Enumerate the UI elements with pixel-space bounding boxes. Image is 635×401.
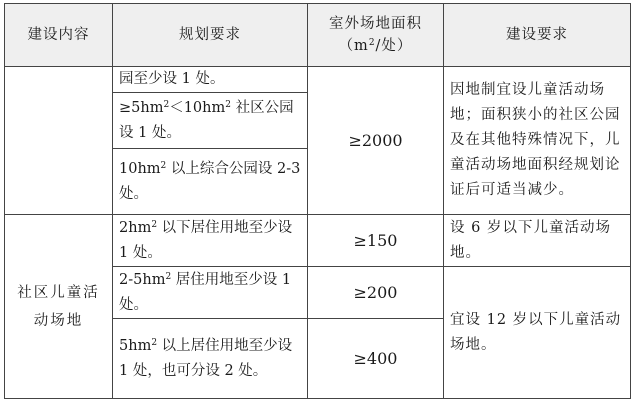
planning-cell: $2hm^2$ 以下居住用地至少设 1 处。 — [113, 215, 308, 267]
header-outdoor-area-line2: （$m^2/$处） — [338, 38, 413, 54]
planning-cell: $2-5hm^2$ 居住用地至少设 1 处。 — [113, 267, 308, 319]
header-outdoor-area — [308, 4, 444, 67]
requirement-cell: 设 6 岁以下儿童活动场地。 — [444, 215, 631, 267]
requirement-cell: 因地制宜设儿童活动场地；面积狭小的社区公园及在其他特殊情况下，儿童活动场地面积经规划论证后可适当减少。 — [444, 67, 631, 215]
content-cell: 社区儿童活动场地 — [5, 215, 113, 399]
header-construction-requirements: 建设要求 — [444, 4, 631, 67]
planning-cell: $5hm^2$ 以上居住用地至少设 1 处，也可分设 2 处。 — [113, 319, 308, 399]
area-cell: ≥200 — [308, 267, 444, 319]
planning-cell: $10hm^2$ 以上综合公园设 2-3 处。 — [113, 149, 308, 215]
header-outdoor-area-line1: 室外场地面积 — [329, 16, 422, 32]
facility-requirements-table — [4, 3, 631, 399]
header-construction-content: 建设内容 — [5, 4, 113, 67]
area-cell: ≥2000 — [308, 67, 444, 215]
area-cell: ≥150 — [308, 215, 444, 267]
content-cell-empty — [5, 67, 113, 215]
table-row — [5, 215, 631, 267]
requirement-cell: 宜设 12 岁以下儿童活动场地。 — [444, 267, 631, 399]
planning-cell: $\ge 5hm^2<10hm^2$ 社区公园设 1 处。 — [113, 93, 308, 149]
planning-cell: 园至少设 1 处。 — [113, 67, 308, 93]
table-row — [5, 67, 631, 93]
area-cell: ≥400 — [308, 319, 444, 399]
header-row — [5, 4, 631, 67]
header-planning-requirements: 规划要求 — [113, 4, 308, 67]
